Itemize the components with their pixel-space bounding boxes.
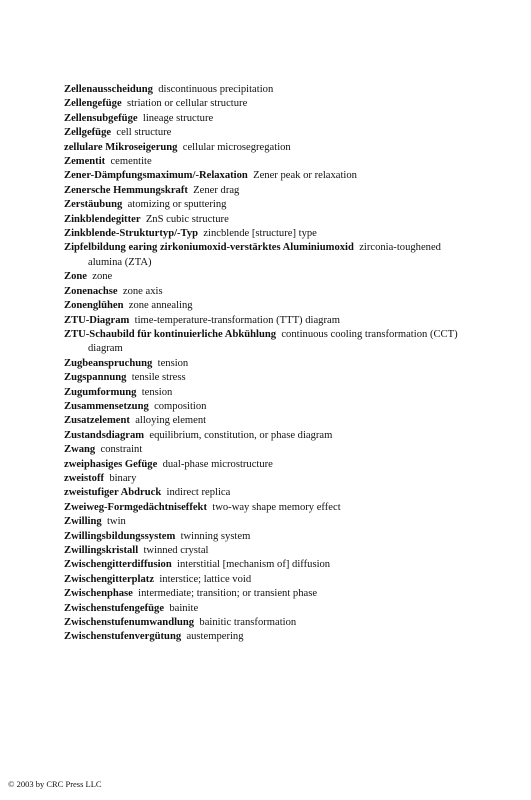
entry-term: Zipfelbildung earing zirkoniumoxid-verstärktes Aluminiumoxid: [64, 242, 354, 254]
entry-term: Zweiweg-Formgedächtniseffekt: [64, 501, 207, 513]
entry-term: Zementit: [64, 156, 106, 168]
glossary-entry: [64, 83, 459, 97]
glossary-entry: [64, 198, 459, 212]
entry-term: Zonenachse: [64, 285, 118, 297]
entry-term: Zonenglühen: [64, 300, 124, 312]
entry-definition: dual-phase microstructure: [162, 458, 273, 470]
entry-term: Zwillingskristall: [64, 545, 139, 556]
entry-definition: lineage structure: [142, 112, 214, 124]
entry-definition: interstice; lattice void: [159, 573, 252, 585]
copyright-footer: © 2003 by CRC Press LLC: [8, 779, 102, 789]
entry-definition: two-way shape memory effect: [212, 501, 341, 513]
entry-definition: Zener peak or relaxation: [253, 170, 357, 182]
glossary-entry: [64, 141, 459, 155]
glossary-entry: [64, 486, 459, 500]
entry-term: Zerstäubung: [64, 199, 123, 211]
entry-definition: tension: [141, 386, 173, 398]
glossary-entry: [64, 213, 459, 227]
entry-term: Zustandsdiagram: [64, 429, 145, 441]
entry-definition: composition: [154, 400, 207, 412]
entry-term: Zellensubgefüge: [64, 112, 138, 124]
glossary-entry: [64, 112, 459, 126]
entry-definition: tensile stress: [131, 372, 186, 384]
entry-definition: cellular microsegregation: [182, 141, 291, 153]
entry-definition: ZnS cubic structure: [145, 213, 229, 225]
glossary-entry: [64, 357, 459, 371]
entry-term: Zinkblendegitter: [64, 213, 141, 225]
entry-term: Zwillingsbildungssystem: [64, 530, 176, 542]
entry-definition: zone axis: [122, 285, 163, 297]
entry-definition: continuous cooling transformation (CCT) diagram: [88, 328, 458, 355]
entry-term: zweistoff: [64, 472, 105, 484]
glossary-entry: [64, 458, 459, 472]
glossary-entry: [64, 630, 459, 644]
entry-term: Zugbeanspruchung: [64, 357, 153, 369]
entry-definition: equilibrium, constitution, or phase diagram: [149, 429, 333, 441]
entry-definition: twinning system: [180, 530, 251, 542]
entry-term: Zugumformung: [64, 386, 137, 398]
entry-definition: indirect replica: [166, 487, 231, 499]
entry-definition: zirconia-toughened alumina (ZTA): [88, 242, 441, 268]
entry-term: Zwischenstufengefüge: [64, 602, 165, 614]
entry-definition: tension: [157, 357, 189, 369]
glossary-entry-list: [64, 83, 459, 645]
entry-term: Zellgefüge: [64, 127, 112, 139]
entry-term: Zwischenphase: [64, 588, 133, 600]
entry-definition: twinned crystal: [143, 545, 209, 556]
entry-term: Zinkblende-Strukturtyp/-Typ: [64, 228, 199, 240]
glossary-entry: [64, 443, 459, 457]
entry-term: Zusatzelement: [64, 415, 130, 427]
glossary-entry: [64, 587, 459, 601]
glossary-entry: [64, 227, 459, 241]
entry-definition: zone: [92, 271, 113, 283]
glossary-entry: [64, 126, 459, 140]
glossary-entry: [64, 472, 459, 486]
entry-term: Zenersche Hemmungskraft: [64, 184, 188, 196]
entry-definition: interstitial [mechanism of] diffusion: [177, 559, 331, 571]
entry-definition: austempering: [186, 631, 244, 643]
glossary-entry: [64, 602, 459, 616]
entry-definition: constraint: [100, 444, 143, 456]
entry-definition: zone annealing: [128, 300, 193, 312]
glossary-entry: [64, 169, 459, 183]
glossary-entry: [64, 97, 459, 111]
entry-definition: bainitic transformation: [199, 617, 297, 629]
glossary-entry: [64, 616, 459, 630]
glossary-entry: [64, 530, 459, 544]
glossary-entry: [64, 299, 459, 313]
entry-term: Zwischengitterdiffusion: [64, 559, 172, 571]
entry-term: Zwischenstufenvergütung: [64, 631, 182, 643]
entry-term: zweistufiger Abdruck: [64, 487, 162, 499]
glossary-entry: [64, 314, 459, 328]
entry-definition: cementite: [110, 156, 152, 168]
entry-definition: discontinuous precipitation: [158, 84, 274, 95]
glossary-entry: [64, 371, 459, 385]
glossary-entry: [64, 285, 459, 299]
entry-definition: cell structure: [116, 127, 172, 139]
entry-term: zweiphasiges Gefüge: [64, 458, 158, 470]
glossary-entry: [64, 386, 459, 400]
entry-term: Zwischengitterplatz: [64, 573, 155, 585]
glossary-entry: [64, 429, 459, 443]
entry-term: zellulare Mikroseigerung: [64, 141, 178, 153]
glossary-entry: [64, 241, 459, 270]
glossary-entry: [64, 400, 459, 414]
entry-definition: Zener drag: [193, 184, 240, 196]
entry-definition: alloying element: [135, 415, 207, 427]
glossary-entry: [64, 184, 459, 198]
entry-term: Zellengefüge: [64, 98, 122, 110]
glossary-entry: [64, 328, 459, 357]
glossary-entry: [64, 515, 459, 529]
entry-term: Zusammensetzung: [64, 400, 149, 412]
glossary-entry: [64, 558, 459, 572]
entry-term: Zellenausscheidung: [64, 84, 153, 95]
entry-definition: atomizing or sputtering: [127, 199, 227, 211]
entry-term: Zener-Dämpfungsmaximum/-Relaxation: [64, 170, 248, 182]
glossary-entry: [64, 414, 459, 428]
entry-definition: bainite: [169, 602, 199, 614]
entry-definition: time-temperature-transformation (TTT) diagram: [134, 314, 340, 326]
entry-term: Zone: [64, 271, 87, 283]
entry-term: Zwilling: [64, 516, 102, 528]
glossary-entry: [64, 155, 459, 169]
glossary-entry: [64, 573, 459, 587]
entry-term: ZTU-Diagram: [64, 314, 130, 326]
entry-term: Zwischenstufenumwandlung: [64, 617, 195, 629]
glossary-entry: [64, 270, 459, 284]
entry-definition: striation or cellular structure: [126, 98, 248, 110]
entry-definition: twin: [106, 516, 126, 528]
entry-definition: binary: [109, 472, 137, 484]
entry-term: Zugspannung: [64, 372, 127, 384]
entry-definition: zincblende [structure] type: [203, 228, 317, 240]
glossary-entry: [64, 544, 459, 558]
entry-term: ZTU-Schaubild für kontinuierliche Abkühlung: [64, 328, 277, 340]
entry-term: Zwang: [64, 444, 96, 456]
entry-definition: intermediate; transition; or transient phase: [138, 588, 318, 600]
glossary-entry: [64, 501, 459, 515]
